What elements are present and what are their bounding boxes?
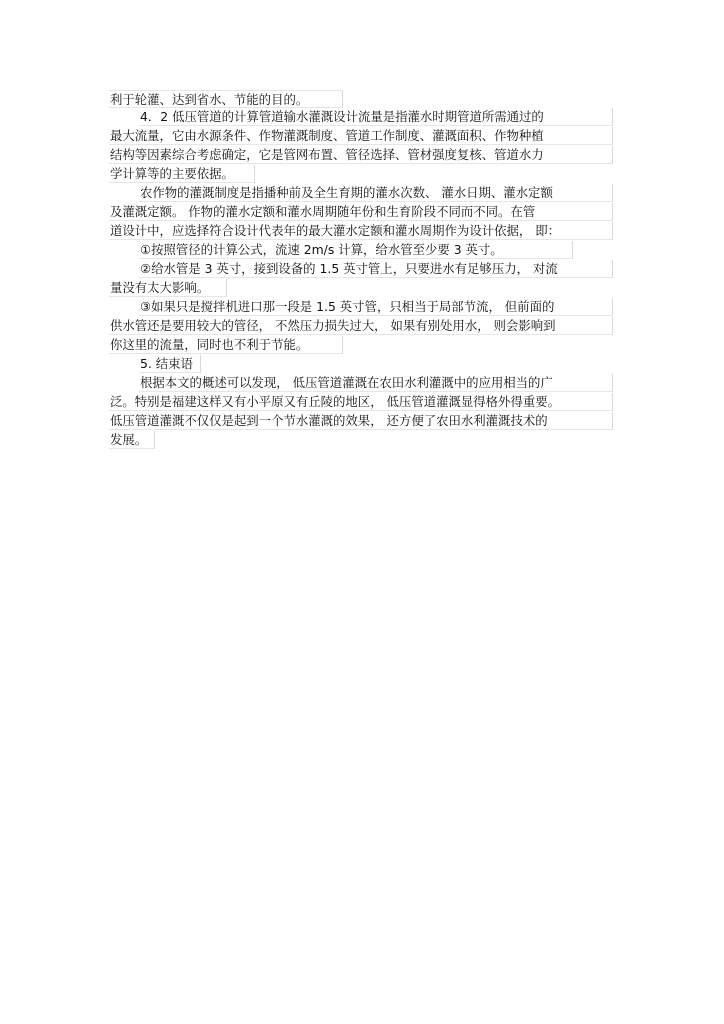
text-line: 发展。 [109,431,155,449]
text-line: 及灌溉定额。 作物的灌水定额和灌水周期随年份和生育阶段不同而不同。在管 [109,203,613,221]
text-line: 农作物的灌溉制度是指播种前及全生育期的灌水次数、 灌水日期、灌水定额 [139,184,613,202]
text-line: 道设计中，应选择符合设计代表年的最大灌水定额和灌水周期作为设计依据， 即： [109,222,613,240]
text-line: 你这里的流量，同时也不利于节能。 [109,336,343,354]
text-line: ②给水管是 3 英寸，接到设备的 1.5 英寸管上，只要进水有足够压力， 对流 [139,260,613,278]
text-line: ③如果只是搅拌机进口那一段是 1.5 英寸管，只相当于局部节流， 但前面的 [139,298,613,316]
section-heading: 5. 结束语 [139,355,201,373]
text-line: 4．2 低压管道的计算管道输水灌溉设计流量是指灌水时期管道所需通过的 [139,108,613,126]
text-line: 结构等因素综合考虑确定，它是管网布置、管径选择、管材强度复核、管道水力 [109,146,613,164]
text-line: ①按照管径的计算公式，流速 2m/s 计算，给水管至少要 3 英寸。 [139,241,573,259]
text-line: 学计算等的主要依据。 [109,165,255,183]
text-line: 量没有太大影响。 [109,279,227,297]
text-line: 最大流量，它由水源条件、作物灌溉制度、管道工作制度、灌溉面积、作物种植 [109,127,613,145]
text-line: 泛。特别是福建这样又有小平原又有丘陵的地区， 低压管道灌溉显得格外得重要。 [109,393,613,411]
text-line: 低压管道灌溉不仅仅是起到一个节水灌溉的效果， 还方便了农田水利灌溉技术的 [109,412,613,430]
text-line: 根据本文的概述可以发现， 低压管道灌溉在农田水利灌溉中的应用相当的广 [139,374,613,392]
text-line: 供水管还是要用较大的管径， 不然压力损失过大， 如果有别处用水， 则会影响到 [109,317,613,335]
text-line: 利于轮灌、达到省水、节能的目的。 [109,90,343,108]
